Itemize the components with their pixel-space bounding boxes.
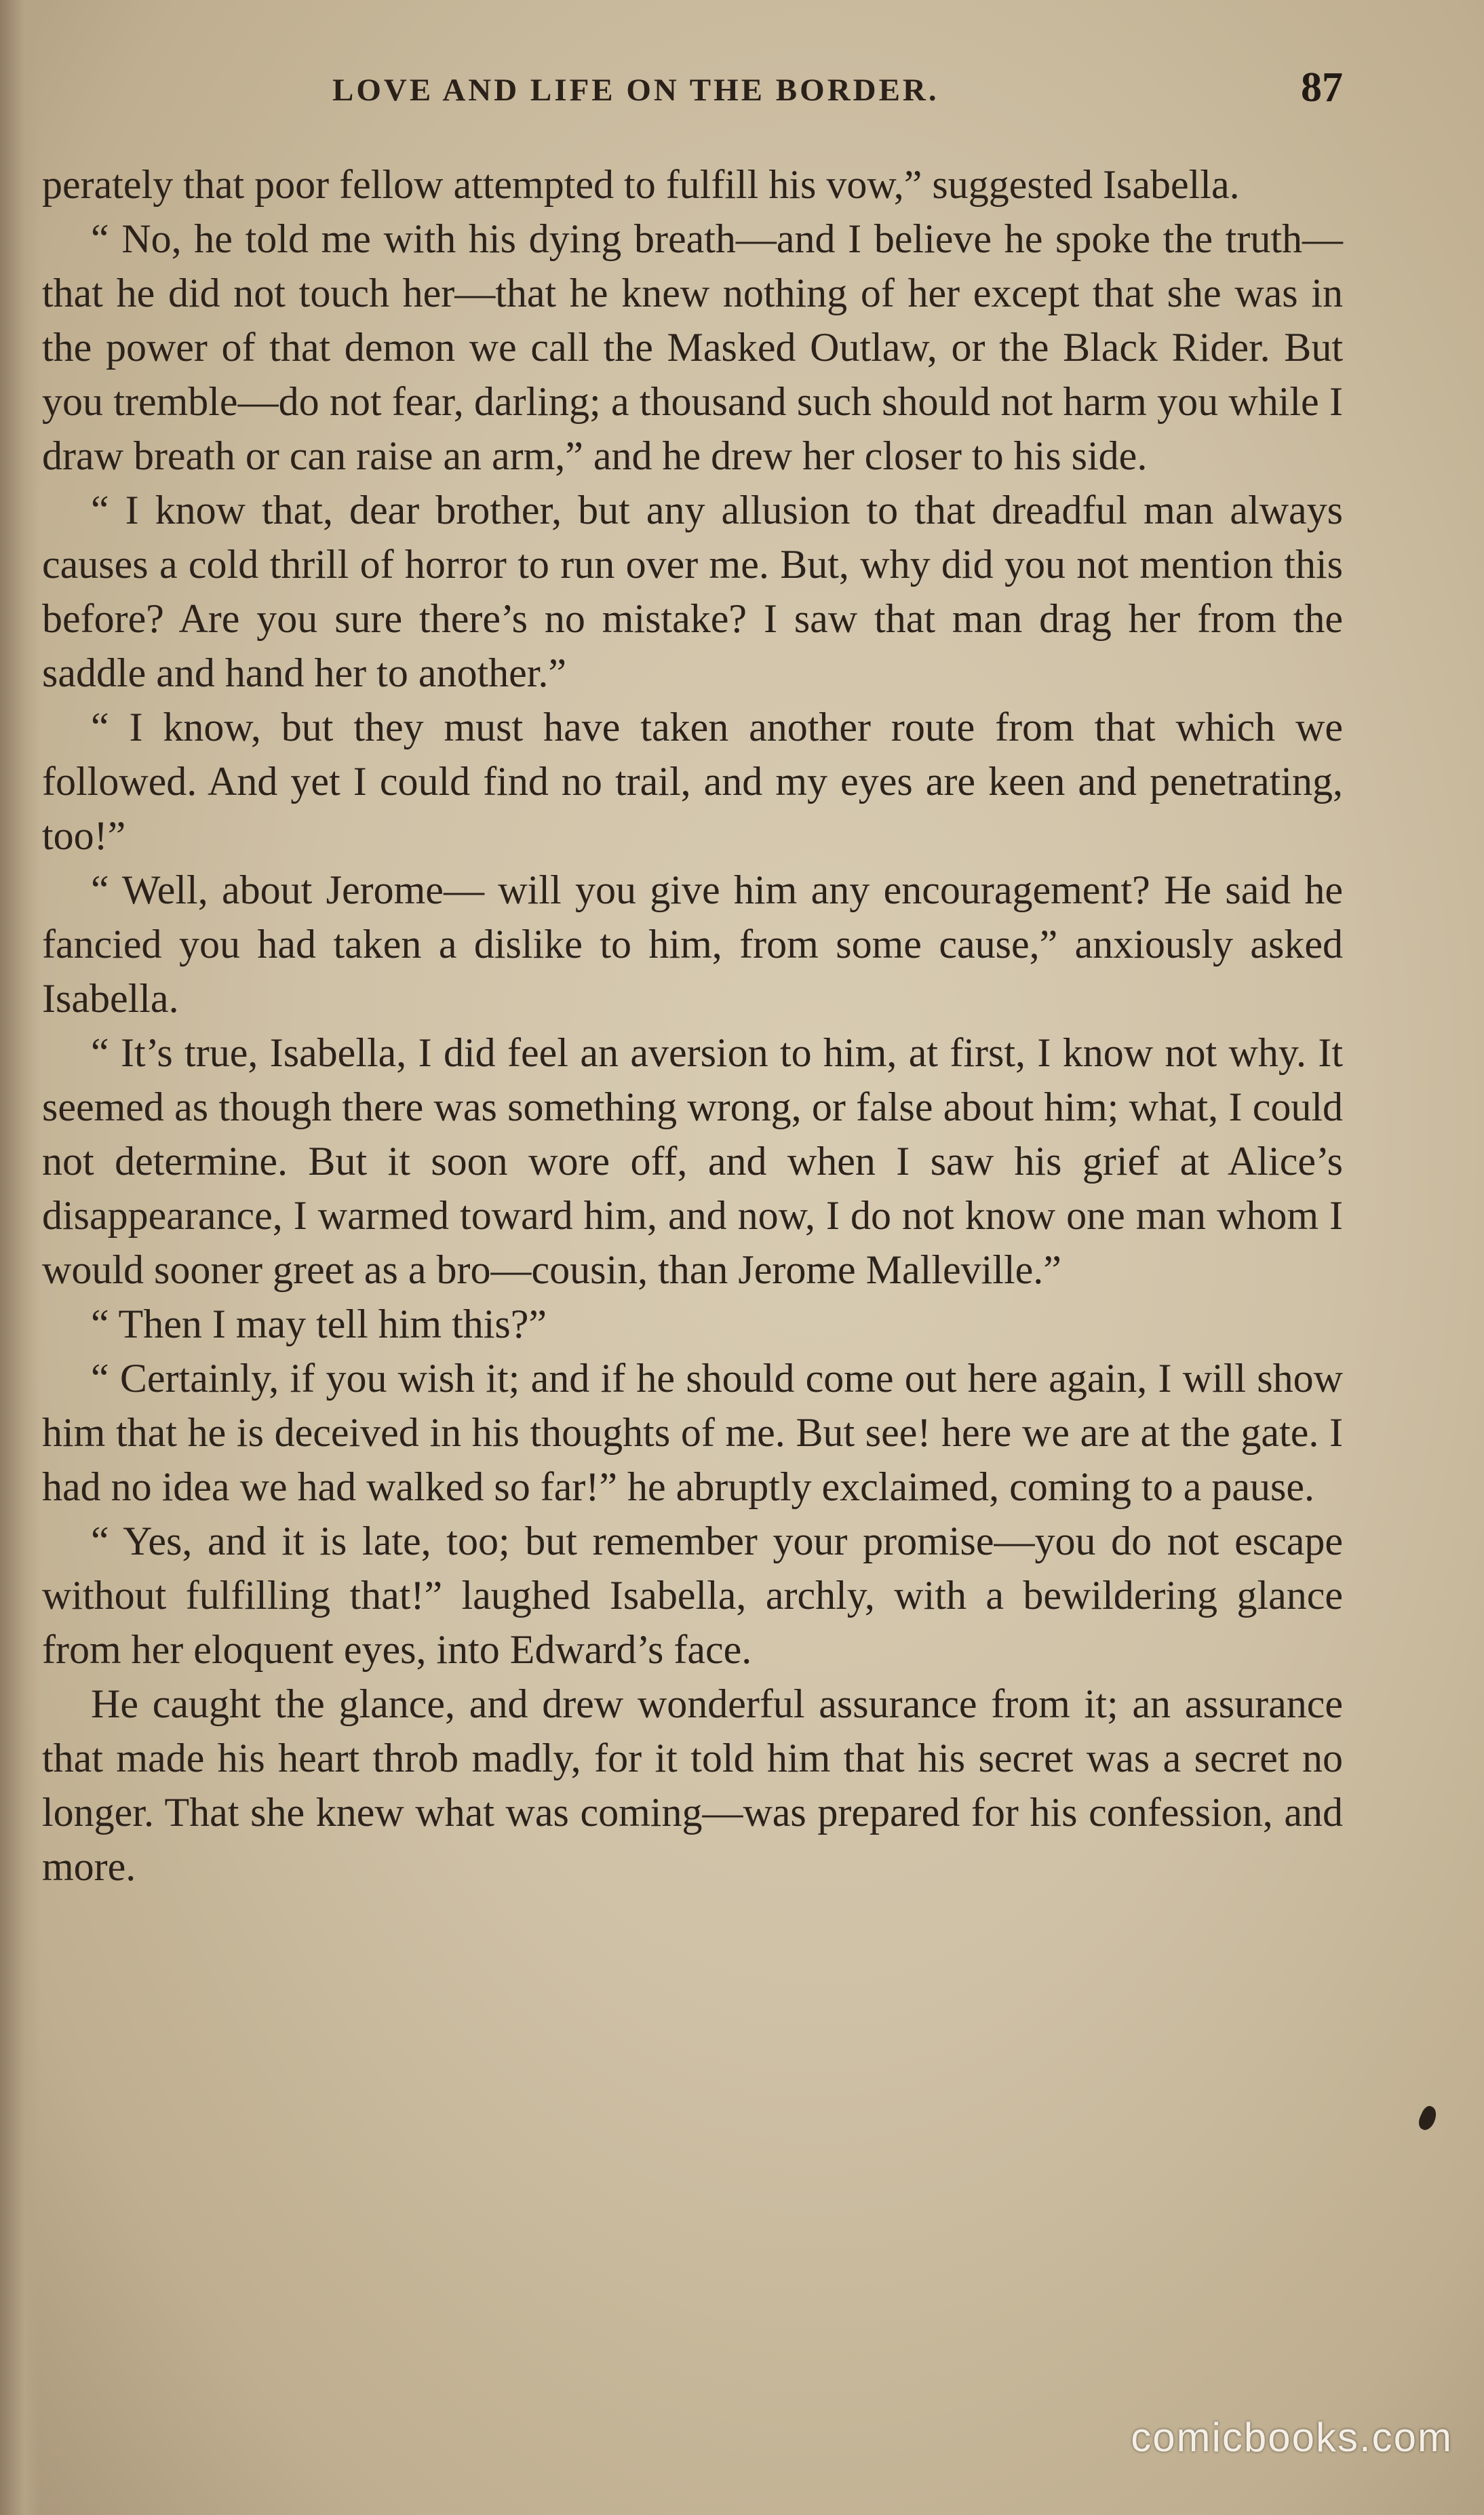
- paragraph: “ Certainly, if you wish it; and if he should come out here again, I will show him that he is deceived in his thoughts of me. But see! here we are at the gate. I had no idea we had walked so far!” he abruptly exclaimed, coming to a pause.: [42, 1356, 1343, 1509]
- watermark: comicbooks.com: [1131, 2415, 1453, 2460]
- paragraph: “ Yes, and it is late, too; but remember your promise—you do not escape without fulfilling that!” laughed Isabella, archly, with a bewildering glance from her eloquent eyes, into Edward’s face.: [42, 1519, 1343, 1672]
- paragraph: “ I know that, dear brother, but any allusion to that dreadful man always causes a cold thrill of horror to run over me. But, why did you not mention this before? Are you sure there’s no mistake? I saw that man drag her from the saddle and hand her to another.”: [42, 488, 1343, 695]
- running-head: LOVE AND LIFE ON THE BORDER.: [332, 73, 939, 108]
- paragraph: “ I know, but they must have taken another route from that which we followed. And yet I could find no trail, and my eyes are keen and penetrating, too!”: [42, 705, 1343, 858]
- paragraph: He caught the glance, and drew wonderful assurance from it; an assurance that made his heart throb madly, for it told him that his secret was a secret no longer. That she knew what was coming—was prepared for his confession, and more.: [42, 1681, 1343, 1889]
- body-text: [42, 157, 1343, 1894]
- paragraph: “ Well, about Jerome— will you give him any encouragement? He said he fancied you had taken a dislike to him, from some cause,” anxiously asked Isabella.: [42, 867, 1343, 1021]
- page-number: 87: [1301, 64, 1343, 111]
- page-binding-shadow: [0, 0, 41, 2515]
- paragraph: “ Then I may tell him this?”: [91, 1302, 547, 1346]
- paragraph: “ No, he told me with his dying breath—and I believe he spoke the truth—that he did not touch her—that he knew nothing of her except that she was in the power of that demon we call the Masked Outlaw, or the Black Rider. But you tremble—do not fear, darling; a thousand such should not harm you while I draw breath or can raise an arm,” and he drew her closer to his side.: [42, 216, 1343, 478]
- paragraph: “ It’s true, Isabella, I did feel an aversion to him, at first, I know not why. It seemed as though there was something wrong, or false about him; what, I could not determine. But it soon wore off, and when I saw his grief at Alice’s disappearance, I warmed toward him, and now, I do not know one man whom I would sooner greet as a bro—cousin, than Jerome Malleville.”: [42, 1030, 1343, 1292]
- page-header: [41, 60, 1343, 121]
- ink-speck: [1415, 2104, 1439, 2132]
- paragraph: perately that poor fellow attempted to fulfill his vow,” suggested Isabella.: [42, 162, 1240, 207]
